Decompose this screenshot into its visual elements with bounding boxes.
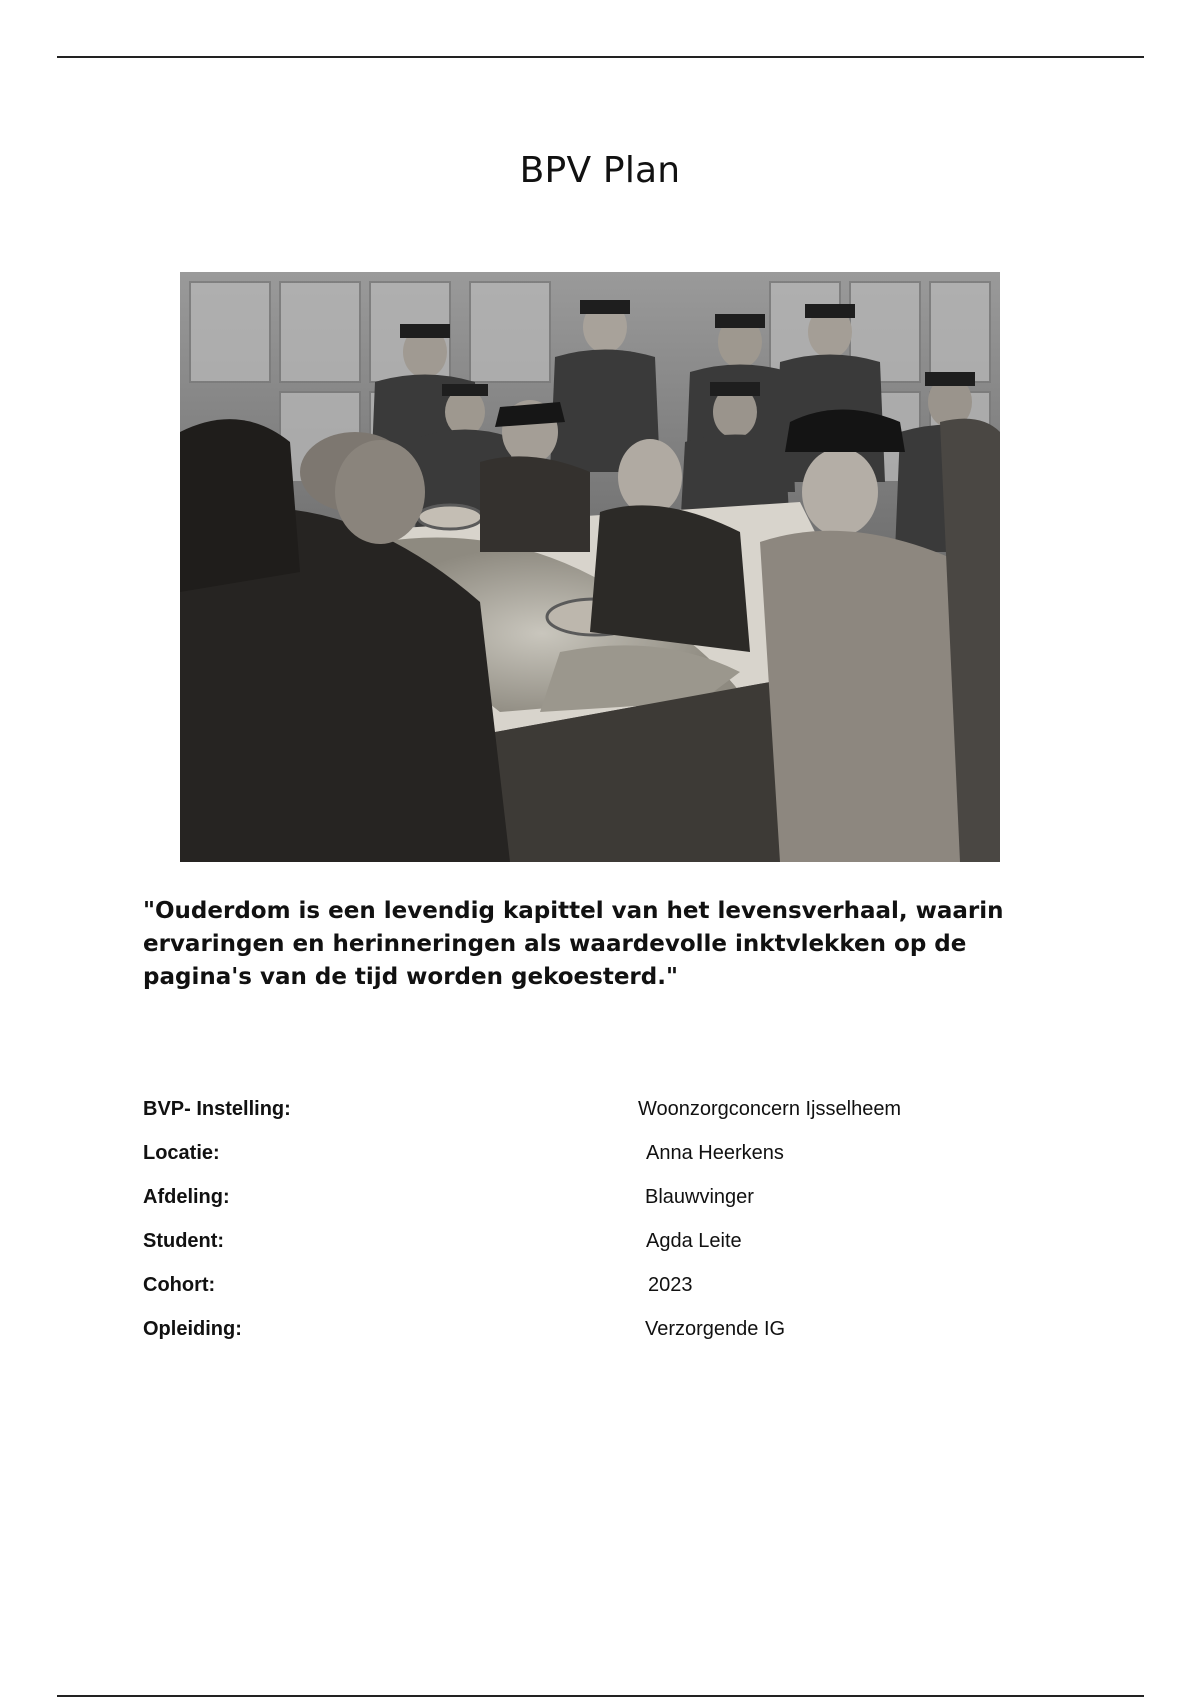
info-row-afdeling bbox=[143, 1178, 1043, 1222]
info-label: BVP- Instelling: bbox=[143, 1098, 291, 1120]
info-row-opleiding bbox=[143, 1310, 1043, 1354]
info-label: Afdeling: bbox=[143, 1186, 230, 1208]
cover-photo bbox=[180, 272, 1000, 862]
info-row-cohort bbox=[143, 1266, 1043, 1310]
info-label: Opleiding: bbox=[143, 1318, 242, 1340]
cover-photo-image bbox=[180, 272, 1000, 862]
info-row-instelling bbox=[143, 1090, 1043, 1134]
info-row-locatie bbox=[143, 1134, 1043, 1178]
header-rule bbox=[57, 56, 1144, 58]
info-label: Locatie: bbox=[143, 1142, 220, 1164]
info-value: Agda Leite bbox=[646, 1230, 742, 1252]
info-value: 2023 bbox=[648, 1274, 693, 1296]
info-value: Anna Heerkens bbox=[646, 1142, 784, 1164]
info-value: Woonzorgconcern Ijsselheem bbox=[638, 1098, 902, 1120]
info-value: Verzorgende IG bbox=[645, 1318, 786, 1340]
page-title: BPV Plan bbox=[519, 150, 681, 191]
info-value: Blauwvinger bbox=[645, 1186, 754, 1208]
footer-rule bbox=[57, 1695, 1144, 1697]
info-table bbox=[143, 1090, 1043, 1354]
quote-text: "Ouderdom is een levendig kapittel van het levensverhaal, waarin ervaringen en herinneringen als waardevolle inktvlekken op de pagina's van de tijd worden gekoesterd." bbox=[143, 898, 1004, 990]
info-label: Cohort: bbox=[143, 1274, 216, 1296]
info-row-student bbox=[143, 1222, 1043, 1266]
info-label: Student: bbox=[143, 1230, 225, 1252]
